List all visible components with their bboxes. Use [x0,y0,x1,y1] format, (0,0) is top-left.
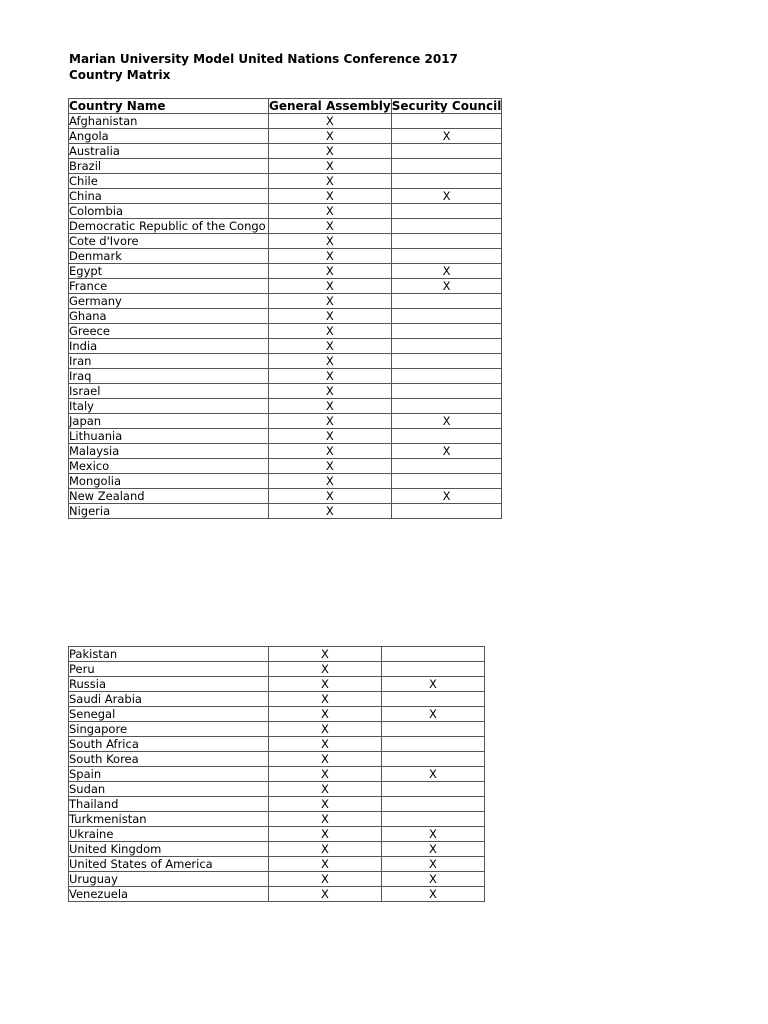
security-council-cell: X [391,264,502,279]
security-council-cell: X [382,872,485,887]
security-council-cell [391,309,502,324]
table-row [69,827,485,842]
table-row [69,677,485,692]
table-row [69,249,502,264]
country-name-cell: Greece [69,324,269,339]
table-row [69,489,502,504]
security-council-cell: X [382,707,485,722]
security-council-cell: X [382,842,485,857]
table-row [69,399,502,414]
country-name-cell: United Kingdom [69,842,269,857]
country-name-cell: Brazil [69,159,269,174]
security-council-cell [391,474,502,489]
table-row [69,144,502,159]
security-council-cell [391,114,502,129]
country-name-cell: Ghana [69,309,269,324]
country-name-cell: India [69,339,269,354]
general-assembly-cell: X [269,354,392,369]
security-council-cell [382,722,485,737]
country-name-cell: South Africa [69,737,269,752]
security-council-cell: X [391,414,502,429]
general-assembly-cell: X [269,384,392,399]
security-council-cell: X [382,887,485,902]
security-council-cell [382,782,485,797]
security-council-cell [391,369,502,384]
table-row [69,474,502,489]
country-name-cell: Mexico [69,459,269,474]
document-subtitle: Country Matrix [69,68,171,82]
document-title: Marian University Model United Nations Conference 2017 [69,52,458,66]
general-assembly-cell: X [269,264,392,279]
country-name-cell: Peru [69,662,269,677]
country-name-cell: Afghanistan [69,114,269,129]
general-assembly-cell: X [269,204,392,219]
header-security-council-label: Security Council [391,99,502,113]
country-name-cell: France [69,279,269,294]
table-row [69,324,502,339]
country-name-cell: Uruguay [69,872,269,887]
header-general-assembly-label: General Assembly [269,99,391,113]
table-row [69,797,485,812]
general-assembly-cell: X [269,489,392,504]
general-assembly-cell: X [269,767,382,782]
general-assembly-cell: X [269,279,392,294]
country-name-cell: Germany [69,294,269,309]
general-assembly-cell: X [269,414,392,429]
general-assembly-cell: X [269,504,392,519]
security-council-cell [391,504,502,519]
security-council-cell [391,384,502,399]
country-name-cell: Iraq [69,369,269,384]
general-assembly-cell: X [269,737,382,752]
table-row [69,114,502,129]
general-assembly-cell: X [269,662,382,677]
security-council-cell: X [391,444,502,459]
country-name-cell: Thailand [69,797,269,812]
table-header-row [69,99,502,114]
country-name-cell: Turkmenistan [69,812,269,827]
table-row [69,647,485,662]
table-row [69,752,485,767]
security-council-cell [382,662,485,677]
table-row [69,189,502,204]
general-assembly-cell: X [269,797,382,812]
country-name-cell: China [69,189,269,204]
general-assembly-cell: X [269,459,392,474]
table-row [69,692,485,707]
general-assembly-cell: X [269,234,392,249]
country-name-cell: Senegal [69,707,269,722]
country-name-cell: Japan [69,414,269,429]
security-council-cell: X [382,827,485,842]
country-name-cell: Cote d'Ivore [69,234,269,249]
general-assembly-cell: X [269,857,382,872]
table-row [69,857,485,872]
security-council-cell [391,219,502,234]
country-name-cell: Angola [69,129,269,144]
table-row [69,309,502,324]
general-assembly-cell: X [269,159,392,174]
security-council-cell [382,752,485,767]
country-name-cell: Pakistan [69,647,269,662]
country-name-cell: New Zealand [69,489,269,504]
table-row [69,504,502,519]
country-name-cell: Ukraine [69,827,269,842]
table-row [69,707,485,722]
table-row [69,264,502,279]
general-assembly-cell: X [269,144,392,159]
table-row [69,842,485,857]
table-row [69,234,502,249]
general-assembly-cell: X [269,399,392,414]
country-matrix-table-part-2 [68,646,485,902]
country-name-cell: South Korea [69,752,269,767]
header-country-name: Country Name [69,99,269,114]
security-council-cell [382,797,485,812]
table-row [69,872,485,887]
table-row [69,459,502,474]
security-council-cell [391,159,502,174]
table-row [69,219,502,234]
general-assembly-cell: X [269,647,382,662]
country-name-cell: Russia [69,677,269,692]
table-row [69,294,502,309]
general-assembly-cell: X [269,429,392,444]
table-row [69,369,502,384]
security-council-cell [391,144,502,159]
security-council-cell: X [382,677,485,692]
security-council-cell [391,174,502,189]
general-assembly-cell: X [269,722,382,737]
table-row [69,737,485,752]
security-council-cell [391,354,502,369]
security-council-cell: X [391,129,502,144]
security-council-cell: X [382,857,485,872]
country-name-cell: Spain [69,767,269,782]
general-assembly-cell: X [269,174,392,189]
general-assembly-cell: X [269,219,392,234]
table-row [69,767,485,782]
table-row [69,339,502,354]
table-row [69,129,502,144]
security-council-cell [391,294,502,309]
general-assembly-cell: X [269,444,392,459]
table-row [69,429,502,444]
security-council-cell [391,249,502,264]
security-council-cell [391,324,502,339]
country-name-cell: Nigeria [69,504,269,519]
country-name-cell: Denmark [69,249,269,264]
country-name-cell: United States of America [69,857,269,872]
security-council-cell [391,339,502,354]
country-name-cell: Venezuela [69,887,269,902]
general-assembly-cell: X [269,752,382,767]
general-assembly-cell: X [269,339,392,354]
country-name-cell: Italy [69,399,269,414]
country-name-cell: Malaysia [69,444,269,459]
security-council-cell [391,399,502,414]
general-assembly-cell: X [269,324,392,339]
security-council-cell [391,429,502,444]
security-council-cell: X [382,767,485,782]
security-council-cell [382,647,485,662]
security-council-cell [382,692,485,707]
general-assembly-cell: X [269,129,392,144]
country-name-cell: Egypt [69,264,269,279]
security-council-cell: X [391,279,502,294]
table-row [69,354,502,369]
security-council-cell [391,204,502,219]
security-council-cell [382,737,485,752]
country-name-cell: Democratic Republic of the Congo [69,219,269,234]
country-name-cell: Saudi Arabia [69,692,269,707]
general-assembly-cell: X [269,369,392,384]
country-name-cell: Mongolia [69,474,269,489]
general-assembly-cell: X [269,872,382,887]
general-assembly-cell: X [269,249,392,264]
security-council-cell [382,812,485,827]
country-name-cell: Iran [69,354,269,369]
security-council-cell: X [391,489,502,504]
general-assembly-cell: X [269,887,382,902]
table-row [69,662,485,677]
table-row [69,444,502,459]
country-name-cell: Singapore [69,722,269,737]
header-security-council [391,99,502,114]
general-assembly-cell: X [269,812,382,827]
general-assembly-cell: X [269,294,392,309]
table-row [69,279,502,294]
table-row [69,174,502,189]
table-row [69,384,502,399]
country-matrix-table-part-1 [68,98,502,519]
general-assembly-cell: X [269,827,382,842]
general-assembly-cell: X [269,114,392,129]
table-row [69,204,502,219]
general-assembly-cell: X [269,677,382,692]
header-general-assembly [269,99,392,114]
country-name-cell: Lithuania [69,429,269,444]
table-row [69,782,485,797]
security-council-cell [391,459,502,474]
country-name-cell: Australia [69,144,269,159]
table-row [69,159,502,174]
country-name-cell: Israel [69,384,269,399]
general-assembly-cell: X [269,309,392,324]
general-assembly-cell: X [269,692,382,707]
table-row [69,722,485,737]
general-assembly-cell: X [269,474,392,489]
country-name-cell: Sudan [69,782,269,797]
country-name-cell: Chile [69,174,269,189]
country-name-cell: Colombia [69,204,269,219]
table-row [69,812,485,827]
security-council-cell [391,234,502,249]
general-assembly-cell: X [269,707,382,722]
security-council-cell: X [391,189,502,204]
table-row [69,887,485,902]
table-row [69,414,502,429]
general-assembly-cell: X [269,842,382,857]
general-assembly-cell: X [269,782,382,797]
general-assembly-cell: X [269,189,392,204]
